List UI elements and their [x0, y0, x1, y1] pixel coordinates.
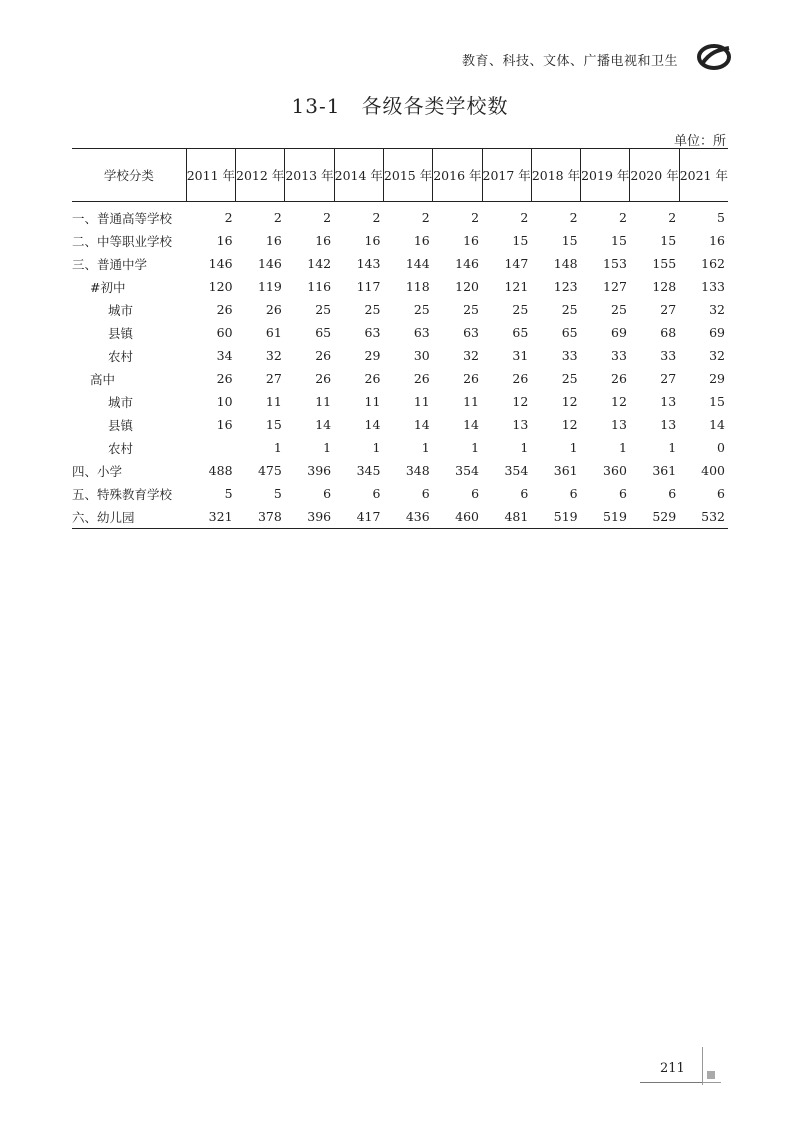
table-cell: 16: [709, 233, 725, 248]
table-cell: 519: [581, 505, 630, 529]
publisher-logo-icon: [696, 42, 732, 72]
table-row: [72, 344, 728, 367]
table-cell: 354: [504, 463, 529, 478]
table-cell: 6: [569, 486, 578, 501]
table-cell: 162: [701, 256, 725, 271]
table-cell: 2: [668, 210, 677, 225]
table-cell: 1: [569, 440, 578, 455]
table-cell: 60: [216, 325, 233, 340]
table-cell: 26: [265, 302, 282, 317]
table-cell: 121: [504, 279, 529, 294]
table-cell: 2: [569, 210, 578, 225]
row-label: 五、特殊教育学校: [72, 486, 173, 502]
table-cell: 127: [603, 279, 627, 294]
table-cell: 26: [512, 371, 529, 386]
row-label: 二、中等职业学校: [72, 233, 173, 249]
table-cell: 2: [224, 210, 233, 225]
table-cell: 15: [512, 233, 529, 248]
table-cell: 1: [618, 440, 627, 455]
row-label: 县镇: [108, 325, 134, 341]
row-label: #初中: [90, 279, 126, 295]
table-cell: 14: [315, 417, 332, 432]
table-cell: 27: [660, 371, 677, 386]
table-cell: 5: [717, 210, 725, 225]
table-cell: 153: [603, 256, 627, 271]
table-cell: 10: [216, 394, 233, 409]
table-cell: 26: [463, 371, 480, 386]
table-cell: 6: [471, 486, 480, 501]
table-row: [72, 482, 728, 505]
table-row: [72, 321, 728, 344]
table-cell: 128: [652, 279, 677, 294]
table-cell: 519: [531, 505, 580, 529]
table-cell: 12: [561, 417, 578, 432]
table-cell: 25: [512, 302, 529, 317]
table-cell: 120: [455, 279, 480, 294]
table-cell: 481: [482, 505, 531, 529]
table-cell: 33: [611, 348, 627, 363]
table-cell: 15: [561, 233, 578, 248]
table-cell: 5: [273, 486, 282, 501]
row-label: 城市: [108, 394, 134, 410]
table-cell: 15: [709, 394, 725, 409]
table-cell: 65: [315, 325, 332, 340]
table-cell: 1: [372, 440, 381, 455]
square-marker-icon: [707, 1071, 715, 1079]
table-cell: 33: [561, 348, 578, 363]
table-cell: 119: [257, 279, 282, 294]
header-row: [72, 149, 728, 202]
table-cell: 69: [611, 325, 627, 340]
table-row: [72, 202, 728, 230]
table-cell: 6: [323, 486, 332, 501]
row-label: 六、幼儿园: [72, 505, 186, 529]
table-cell: 1: [273, 440, 282, 455]
table-cell: 31: [512, 348, 529, 363]
table-title: 13-1 各级各类学校数: [291, 94, 509, 118]
table-cell: 69: [709, 325, 725, 340]
table-row: [72, 367, 728, 390]
table-cell: 27: [660, 302, 677, 317]
table-cell: 27: [265, 371, 282, 386]
table-cell: 396: [285, 505, 334, 529]
table-cell: 6: [717, 486, 725, 501]
table-cell: 63: [413, 325, 430, 340]
row-label: 高中: [90, 371, 116, 387]
table-cell: 34: [216, 348, 233, 363]
table-row: [72, 459, 728, 482]
table-cell: 25: [413, 302, 430, 317]
table-cell: 155: [652, 256, 677, 271]
table-cell: 65: [561, 325, 578, 340]
table-cell: 32: [463, 348, 480, 363]
row-label: 三、普通中学: [72, 256, 148, 272]
table-cell: 475: [257, 463, 282, 478]
table-cell: 32: [709, 348, 725, 363]
table-cell: 11: [364, 394, 381, 409]
table-cell: 147: [504, 256, 529, 271]
table-cell: 16: [216, 417, 233, 432]
table-cell: 5: [224, 486, 233, 501]
table-cell: [186, 436, 235, 459]
table-cell: 32: [709, 302, 725, 317]
year-header: 2011 年: [186, 149, 235, 202]
table-cell: 6: [618, 486, 627, 501]
footer-rule: [640, 1082, 702, 1083]
table-cell: 25: [463, 302, 480, 317]
row-label: 四、小学: [72, 463, 123, 479]
table-cell: 2: [323, 210, 332, 225]
table-cell: 120: [208, 279, 233, 294]
table-cell: 354: [455, 463, 480, 478]
table-cell: 144: [405, 256, 430, 271]
category-header: 学校分类: [72, 149, 186, 202]
table-cell: 15: [265, 417, 282, 432]
year-header: 2020 年: [630, 149, 679, 202]
table-cell: 25: [315, 302, 332, 317]
table-cell: 532: [679, 505, 728, 529]
table-cell: 29: [364, 348, 381, 363]
table-cell: 13: [660, 417, 677, 432]
table-cell: 15: [660, 233, 677, 248]
table-cell: 14: [364, 417, 381, 432]
table-cell: 146: [208, 256, 233, 271]
table-cell: 460: [433, 505, 482, 529]
table-cell: 32: [265, 348, 282, 363]
year-header: 2017 年: [482, 149, 531, 202]
table-cell: 16: [463, 233, 480, 248]
table-cell: 1: [323, 440, 332, 455]
table-cell: 14: [463, 417, 480, 432]
year-header: 2013 年: [285, 149, 334, 202]
table-cell: 1: [421, 440, 430, 455]
year-header: 2021 年: [679, 149, 728, 202]
table-cell: 118: [405, 279, 430, 294]
row-label: 县镇: [108, 417, 134, 433]
table-cell: 0: [717, 440, 725, 455]
year-header: 2018 年: [531, 149, 580, 202]
table-row: [72, 298, 728, 321]
table-cell: 33: [660, 348, 677, 363]
table-cell: 360: [603, 463, 627, 478]
table-cell: 16: [413, 233, 430, 248]
table-cell: 13: [660, 394, 677, 409]
table-cell: 2: [618, 210, 627, 225]
footer-vertical-rule: [702, 1047, 703, 1085]
table-cell: 12: [512, 394, 529, 409]
table-cell: 400: [701, 463, 725, 478]
table-cell: 6: [520, 486, 529, 501]
table-cell: 361: [553, 463, 578, 478]
table-cell: 12: [611, 394, 627, 409]
table-cell: 63: [463, 325, 480, 340]
running-head: 教育、科技、文体、广播电视和卫生: [461, 54, 678, 69]
table-cell: 11: [265, 394, 282, 409]
table-cell: 11: [315, 394, 332, 409]
table-body: [72, 202, 728, 529]
table-cell: 417: [334, 505, 383, 529]
table-cell: 2: [421, 210, 430, 225]
table-cell: 436: [383, 505, 432, 529]
table-cell: 6: [372, 486, 381, 501]
table-row: [72, 275, 728, 298]
table-cell: 14: [709, 417, 725, 432]
table-cell: 68: [660, 325, 677, 340]
table-cell: 63: [364, 325, 381, 340]
table-cell: 396: [307, 463, 332, 478]
row-label: 城市: [108, 302, 134, 318]
table-cell: 2: [273, 210, 282, 225]
table-cell: 26: [216, 371, 233, 386]
table-cell: 25: [364, 302, 381, 317]
table-cell: 14: [413, 417, 430, 432]
table-cell: 26: [413, 371, 430, 386]
table-cell: 11: [463, 394, 480, 409]
table-cell: 142: [307, 256, 332, 271]
table-cell: 148: [553, 256, 578, 271]
year-header: 2015 年: [383, 149, 432, 202]
table-cell: 25: [561, 302, 578, 317]
table-cell: 65: [512, 325, 529, 340]
row-label: 农村: [108, 440, 134, 456]
table-cell: 16: [364, 233, 381, 248]
table-cell: 1: [520, 440, 529, 455]
table-cell: 146: [257, 256, 282, 271]
table-cell: 61: [265, 325, 282, 340]
table-cell: 143: [356, 256, 381, 271]
table-cell: 16: [265, 233, 282, 248]
table-cell: 488: [208, 463, 233, 478]
table-row: [72, 229, 728, 252]
page-number: 211: [660, 1061, 685, 1076]
table-cell: 26: [611, 371, 627, 386]
table-cell: 1: [668, 440, 677, 455]
table-cell: 529: [630, 505, 679, 529]
footer-rule-right: [703, 1082, 721, 1083]
table-cell: 6: [421, 486, 430, 501]
table-cell: 26: [315, 348, 332, 363]
table-cell: 26: [315, 371, 332, 386]
table-cell: 29: [709, 371, 725, 386]
row-label: 一、普通高等学校: [72, 210, 173, 226]
table-cell: 26: [364, 371, 381, 386]
table-cell: 321: [186, 505, 235, 529]
table-cell: 133: [701, 279, 725, 294]
table-cell: 15: [611, 233, 627, 248]
table-cell: 16: [315, 233, 332, 248]
table-cell: 116: [307, 279, 332, 294]
table-cell: 25: [611, 302, 627, 317]
table-cell: 16: [216, 233, 233, 248]
row-label: 农村: [108, 348, 134, 364]
table-row: [72, 436, 728, 459]
year-header: 2014 年: [334, 149, 383, 202]
year-header: 2016 年: [433, 149, 482, 202]
table-row: [72, 252, 728, 275]
table-row: [72, 390, 728, 413]
table-cell: 123: [553, 279, 578, 294]
unit-label: 单位：所: [673, 134, 726, 149]
table-cell: 26: [216, 302, 233, 317]
school-count-table: [72, 148, 728, 529]
table-cell: 13: [611, 417, 627, 432]
table-cell: 30: [413, 348, 430, 363]
table-cell: 117: [356, 279, 381, 294]
table-cell: 361: [652, 463, 677, 478]
table-cell: 1: [471, 440, 480, 455]
table-cell: 2: [520, 210, 529, 225]
year-header: 2012 年: [236, 149, 285, 202]
table-cell: 378: [236, 505, 285, 529]
table-cell: 6: [668, 486, 677, 501]
table-cell: 345: [356, 463, 381, 478]
table-cell: 348: [405, 463, 430, 478]
table-cell: 2: [471, 210, 480, 225]
table-cell: 11: [413, 394, 430, 409]
table-cell: 12: [561, 394, 578, 409]
table-cell: 146: [455, 256, 480, 271]
table-cell: 13: [512, 417, 529, 432]
table-cell: 25: [561, 371, 578, 386]
table-row: [72, 413, 728, 436]
table-cell: 2: [372, 210, 381, 225]
year-header: 2019 年: [581, 149, 630, 202]
table-row: [72, 505, 728, 529]
